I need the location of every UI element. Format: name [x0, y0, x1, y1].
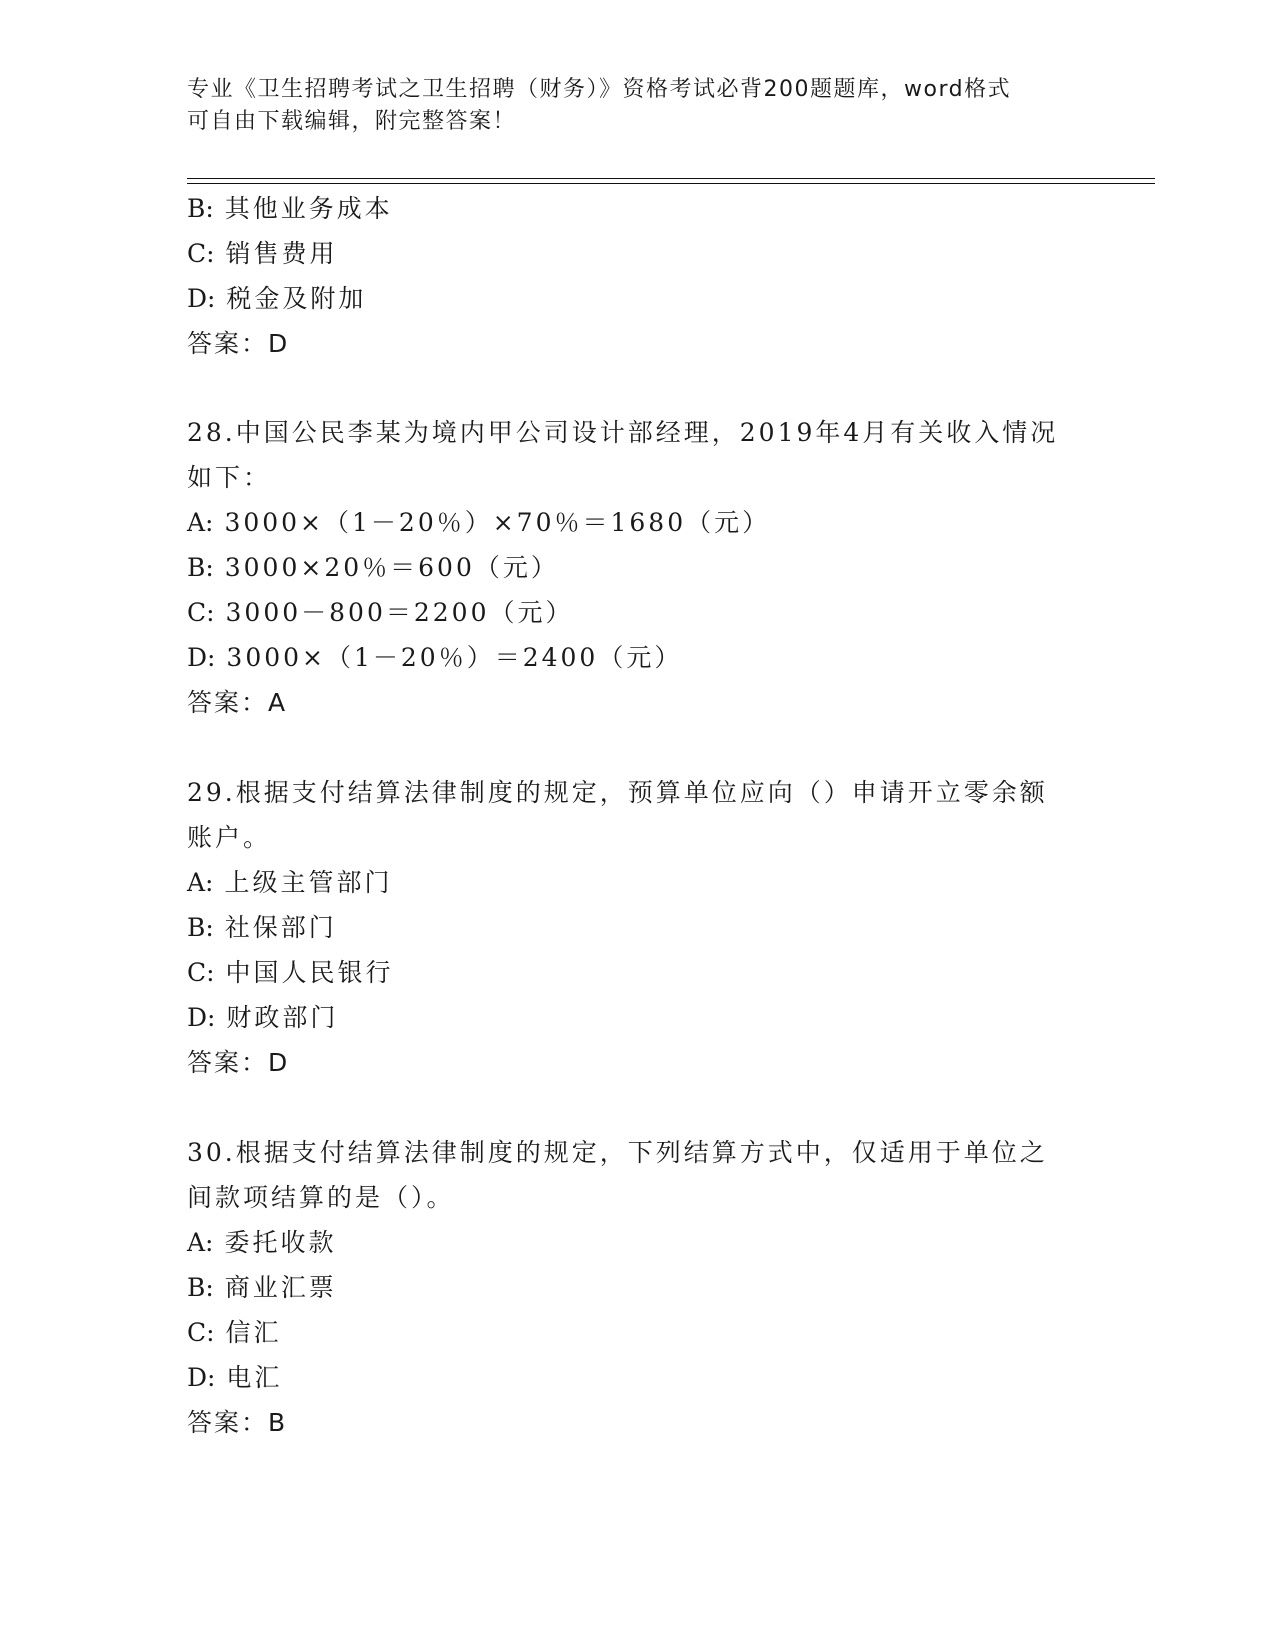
question-text-line-2: 如下： — [187, 463, 272, 492]
document-header — [187, 74, 1087, 138]
option-b: B: 社保部门 — [187, 913, 337, 942]
option-d: D: 税金及附加 — [187, 284, 367, 313]
question-text-line-2: 账户。 — [187, 823, 272, 852]
option-a: A: 3000×（1－20％）×70％＝1680（元） — [187, 508, 771, 537]
question-text-line-1: 30.根据支付结算法律制度的规定，下列结算方式中，仅适用于单位之 — [187, 1138, 1048, 1167]
header-divider-top — [187, 178, 1155, 179]
question-text-line-2: 间款项结算的是（）。 — [187, 1183, 455, 1212]
option-c: C: 信汇 — [187, 1318, 282, 1347]
question-text-line-1: 28.中国公民李某为境内甲公司设计部经理，2019年4月有关收入情况 — [187, 418, 1059, 447]
answer-line: 答案：A — [187, 688, 288, 717]
option-d: D: 电汇 — [187, 1363, 283, 1392]
header-divider-bottom — [187, 183, 1155, 184]
option-c: C: 中国人民银行 — [187, 958, 394, 987]
option-d: D: 财政部门 — [187, 1003, 339, 1032]
answer-line: 答案：B — [187, 1408, 288, 1437]
question-text-line-1: 29.根据支付结算法律制度的规定，预算单位应向（）申请开立零余额 — [187, 778, 1048, 807]
option-c: C: 3000－800＝2200（元） — [187, 598, 574, 627]
option-d: D: 3000×（1－20％）＝2400（元） — [187, 643, 683, 672]
option-a: A: 上级主管部门 — [187, 868, 393, 897]
option-c: C: 销售费用 — [187, 239, 338, 268]
question-27-continued — [187, 186, 1107, 366]
option-b: B: 商业汇票 — [187, 1273, 337, 1302]
header-title-line-1: 专业《卫生招聘考试之卫生招聘（财务）》资格考试必背200题题库，word格式 — [187, 77, 1012, 102]
option-b: B: 其他业务成本 — [187, 194, 393, 223]
header-title-line-2: 可自由下载编辑，附完整答案！ — [187, 109, 517, 134]
answer-line: 答案：D — [187, 1048, 290, 1077]
question-28 — [187, 410, 1107, 725]
question-30 — [187, 1130, 1107, 1445]
answer-line: 答案：D — [187, 329, 290, 358]
question-29 — [187, 770, 1107, 1085]
option-a: A: 委托收款 — [187, 1228, 337, 1257]
option-b: B: 3000×20％＝600（元） — [187, 553, 559, 582]
